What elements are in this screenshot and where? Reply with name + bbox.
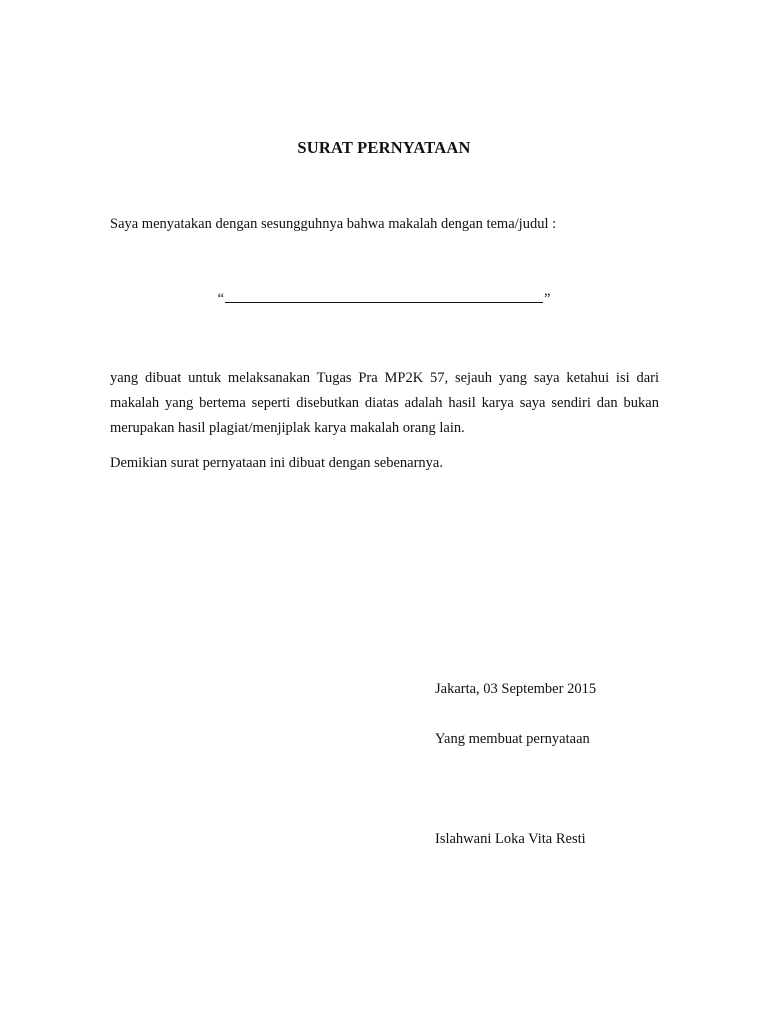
signature-role: Yang membuat pernyataan	[435, 731, 590, 747]
open-quote: “	[217, 291, 224, 307]
document-title: SURAT PERNYATAAN	[297, 138, 471, 157]
close-quote: ”	[544, 291, 551, 307]
title-blank-line	[0, 288, 768, 308]
intro-paragraph: Saya menyatakan dengan sesungguhnya bahwa makalah dengan tema/judul :	[110, 216, 557, 232]
signature-name: Islahwani Loka Vita Resti	[435, 831, 586, 847]
body-paragraph: yang dibuat untuk melaksanakan Tugas Pra MP2K 57, sejauh yang saya ketahui isi dari makalah yang bertema seperti disebutkan diatas adalah hasil karya saya sendiri dan bukan merupakan hasil plagiat/menjiplak karya makalah orang lain.	[110, 370, 659, 436]
blank-underline	[225, 288, 543, 303]
signature-place-date: Jakarta, 03 September 2015	[435, 681, 597, 697]
closing-paragraph: Demikian surat pernyataan ini dibuat dengan sebenarnya.	[110, 455, 443, 471]
